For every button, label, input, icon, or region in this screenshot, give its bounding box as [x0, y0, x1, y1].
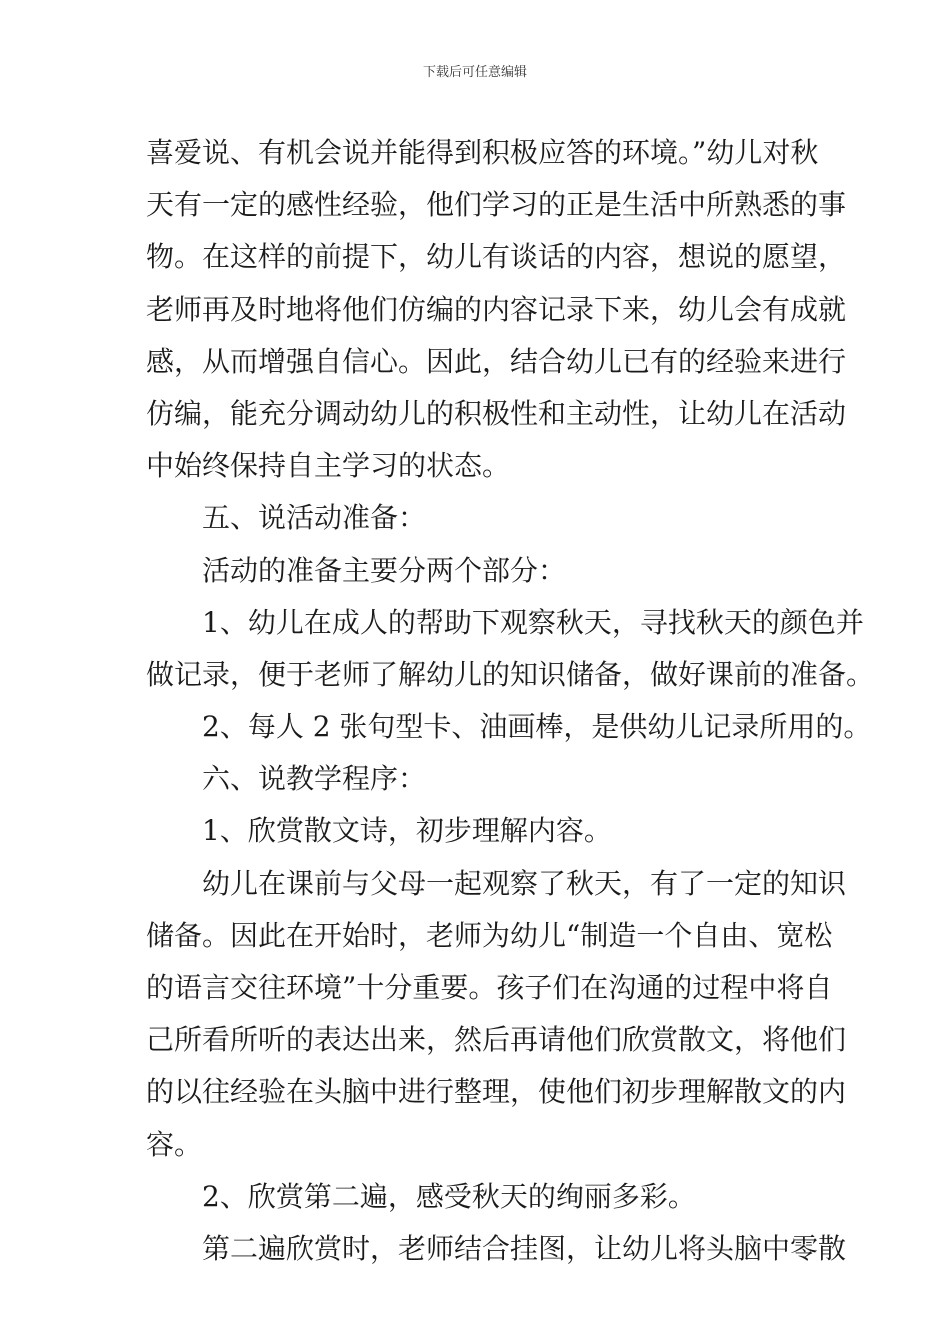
section-heading: 五、说活动准备：: [202, 501, 427, 535]
paragraph-start: 第二遍欣赏时，老师结合挂图，让幼儿将头脑中零散: [202, 1231, 847, 1265]
text-line: 容。: [146, 1127, 203, 1161]
text-line: 物。在这样的前提下，幼儿有谈话的内容，想说的愿望，: [146, 240, 847, 274]
text-line: 喜爱说、有机会说并能得到积极应答的环境。”幼儿对秋: [146, 136, 819, 169]
list-item: 2、欣赏第二遍，感受秋天的绚丽多彩。: [202, 1179, 696, 1213]
list-item: 1、幼儿在成人的帮助下观察秋天，寻找秋天的颜色并: [202, 605, 864, 639]
paragraph-start: 活动的准备主要分两个部分：: [202, 553, 567, 587]
paragraph-start: 幼儿在课前与父母一起观察了秋天，有了一定的知识: [202, 866, 847, 900]
section-heading: 六、说教学程序：: [202, 762, 427, 796]
text-line: 感，从而增强自信心。因此，结合幼儿已有的经验来进行: [146, 344, 847, 378]
page-header: 下载后可任意编辑: [422, 65, 527, 80]
text-line: 做记录，便于老师了解幼儿的知识储备，做好课前的准备。: [146, 657, 875, 691]
text-line: 储备。因此在开始时，老师为幼儿“制造一个自由、宽松: [146, 918, 833, 952]
text-line: 的语言交往环境”十分重要。孩子们在沟通的过程中将自: [146, 971, 833, 1004]
text-line: 天有一定的感性经验，他们学习的正是生活中所熟悉的事: [146, 188, 847, 222]
text-line: 己所看所听的表达出来，然后再请他们欣赏散文，将他们: [146, 1023, 847, 1057]
list-item: 2、每人 2 张句型卡、油画棒，是供幼儿记录所用的。: [202, 710, 872, 744]
text-line: 老师再及时地将他们仿编的内容记录下来，幼儿会有成就: [146, 292, 847, 326]
body-text: [146, 127, 875, 1275]
text-line: 中始终保持自主学习的状态。: [146, 449, 511, 483]
text-line: 仿编，能充分调动幼儿的积极性和主动性，让幼儿在活动: [146, 396, 847, 430]
list-item: 1、欣赏散文诗，初步理解内容。: [202, 814, 612, 848]
text-line: 的以往经验在头脑中进行整理，使他们初步理解散文的内: [146, 1075, 847, 1109]
